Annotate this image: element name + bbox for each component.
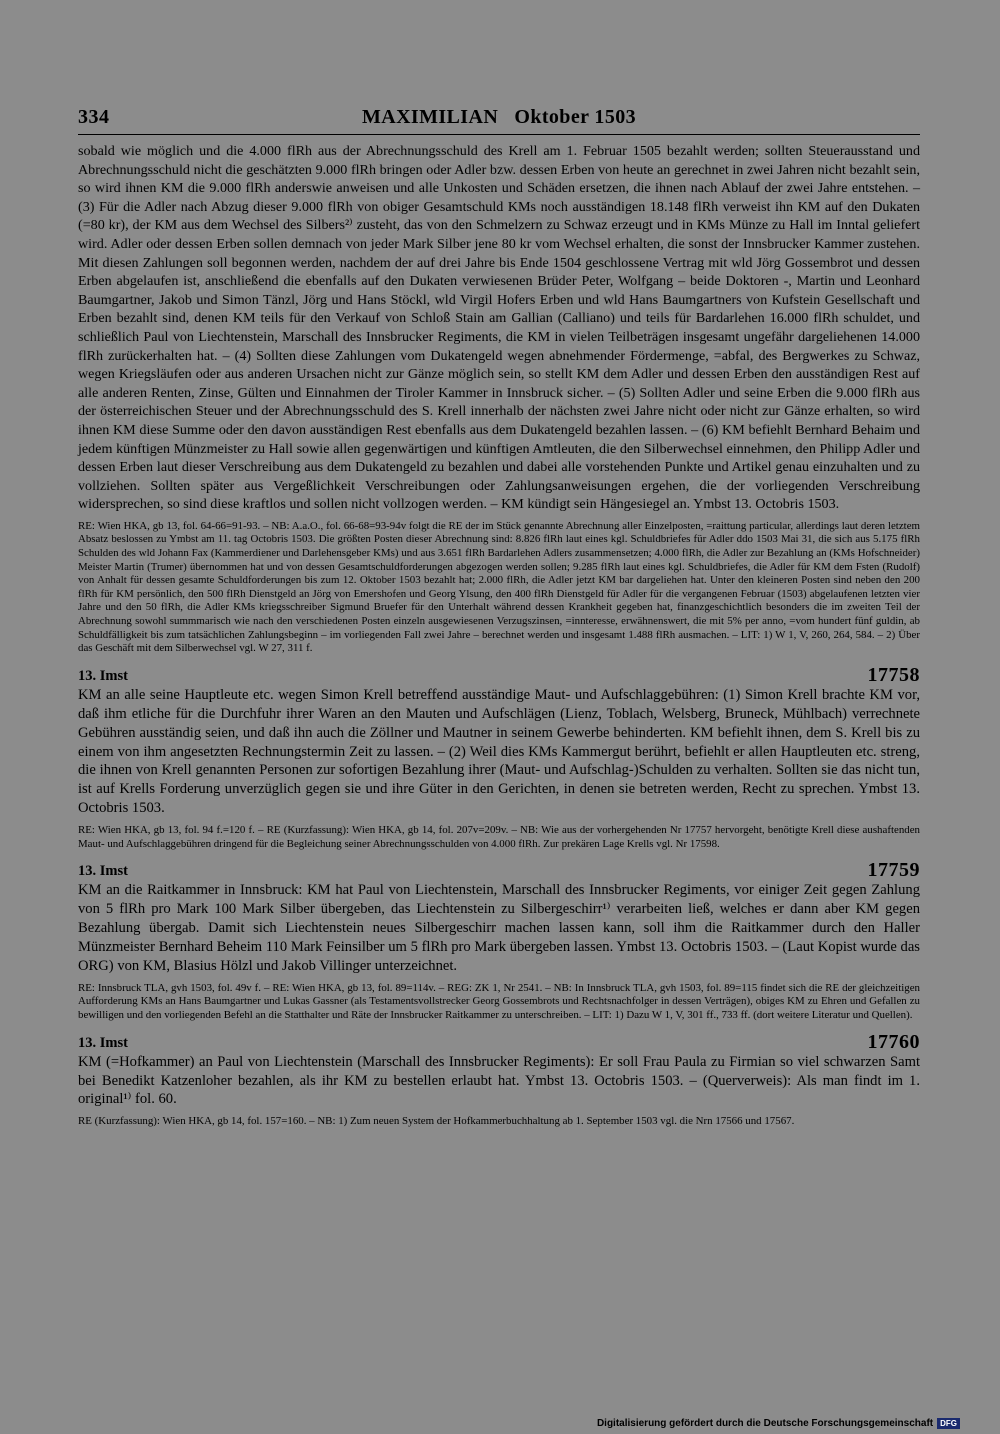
continuation-body: sobald wie möglich und die 4.000 flRh aus der Abrechnungsschuld des Krell am 1. Februar 1505 bezahlt werden; sollten Steuerausstand und Abrechnungsschuld nicht die geschätzten 9.000 flRh bringen oder Adler bzw. dessen Erben von heute an gerechnet in zwei Jahren nicht bezahlt sein, so wird ihnen KM die 9.000 flRh anderswie anweisen und alle Unkosten und Schäden ersetzen, die ihnen nach Ablauf der zwei Jahre entstehen. – (3) Für die Adler nach Abzug dieser 9.000 flRh von obiger Gesamtschuld KMs noch ausständigen 18.148 flRh verweist ihn KM auf den Dukaten (=80 kr), der KM aus dem Wechsel des Silbers²⁾ zusteht, das von den Schmelzern zu Schwaz erzeugt und in KMs Münze zu Hall im Inntal geliefert wird. Adler oder dessen Erben sollen demnach von jeder Mark Silber jene 80 kr vom Wechsel erhalten, die sonst der Innsbrucker Kammer zustehen. Mit diesen Zahlungen soll begonnen werden, nachdem der auf drei Jahre bis Ende 1504 geschlossene Vertrag mit wld Jörg Gossembrot und dessen Erben abgelaufen ist, anschließend die ebenfalls auf den Dukaten verwiesenen Brüder Peter, Wolfgang – beide Doktoren -, Martin und Leonhard Baumgartner, Jakob und Simon Tänzl, Jörg und Hans Stöckl, wld Virgil Hofers Erben und wld Hans Baumgartners von Kufstein Gesellschaft und Erben bezahlt sind, denen KM teils für den Verkauf von Schloß Stain am Gallian (Calliano) und teils für Bardarlehen 16.000 flRh schuldet, und schließlich Paul von Liechtenstein, Marschall des Innsbrucker Regiments, die KM in vielen Teilbeträgen insgesamt ungefähr dargeliehenen 14.000 flRh zurückerhalten hat. – (4) Sollten diese Zahlungen vom Dukatengeld wegen abnehmender Fördermenge, =abfal, des Bergwerkes zu Schwaz, wegen Kriegsläufen oder aus anderen Ursachen nicht zur Gänze möglich sein, so stellt KM dem Adler und dessen Erben den ausständigen Rest auf alle anderen Renten, Zinse, Gülten und Einnahmen der Tiroler Kammer in Innsbruck sicher. – (5) Sollten Adler und seine Erben die 9.000 flRh aus der österreichischen Steuer und der Abrechnungsschuld des S. Krell innerhalb der nächsten zwei Jahre nicht oder nicht zur Gänze erhalten, so wird ihnen KM diese Summe oder den davon ausständigen Rest ebenfalls aus dem Dukatengeld bezahlen lassen. – (6) KM befiehlt Bernhard Behaim und jedem künftigen Münzmeister zu Hall sowie allen gegenwärtigen und künftigen Amtleuten, die den Silberwechsel einnehmen, den Philipp Adler und dessen Erben laut dieser Verschreibung aus dem Dukatengeld zu bezahlen und dabei alle vorstehenden Punkte und Artikel genau einzuhalten und zu vollziehen. Sollten später aus Vergeßlichkeit Verschreibungen oder Zahlungsanweisungen ergehen, die der vorliegenden Verschreibung widersprechen, so sind diese kraftlos und sollen nicht vollzogen werden. – KM kündigt sein Hängesiegel an. Ymbst 13. Octobris 1503.	[78, 143, 920, 513]
entry-heading	[78, 860, 920, 880]
entry-place: 13. Imst	[78, 667, 128, 684]
entry-place: 13. Imst	[78, 863, 128, 880]
entry-heading	[78, 665, 920, 685]
entry-body: KM an alle seine Hauptleute etc. wegen Simon Krell betreffend ausständige Maut- und Aufschlaggebühren: (1) Simon Krell brachte KM vor, daß ihm etliche für die Durchfuhr ihrer Waren an den Mauten und Aufschlägen (Lienz, Toblach, Welsberg, Bruneck, Mühlbach) verrechnete Gebühren ausständig seien, und daß ihn auch die Zöllner und Mautner in seinem Gewerbe behinderten. KM befiehlt ihnen, dem S. Krell bis zu einem von ihm angesetzten Rechnungstermin Zeit zu lassen. – (2) Weil dies KMs Kammergut berührt, befiehlt er allen Hauptleuten etc. streng, die ihnen von Krell genannten Personen zur sofortigen Bezahlung ihrer (Maut- und Aufschlag-)Schulden zu verhalten. Sollten sie das nicht tun, ist auf Krells Forderung unverzüglich gegen sie und ihre Güter in den Gerichten, in denen sie betreten werden, Recht zu sprechen. Ymbst 13. Octobris 1503.	[78, 686, 920, 817]
entry-17758	[78, 665, 920, 852]
entry-body: KM (=Hofkammer) an Paul von Liechtenstein (Marschall des Innsbrucker Regiments): Er soll Frau Paula zu Firmian so viel schwarzen Samt bei Benedikt Katzenloher bezahlen, als ihr KM zu bestellen erlaubt hat. Ymbst 13. Octobris 1503. – (Querverweis): Als man findt im 1. original¹⁾ fol. 60.	[78, 1053, 920, 1108]
page-number: 334	[78, 106, 110, 128]
dfg-logo: DFG	[937, 1418, 960, 1429]
running-title: MAXIMILIAN Oktober 1503	[361, 106, 637, 128]
entry-place: 13. Imst	[78, 1034, 128, 1051]
entry-heading	[78, 1032, 920, 1052]
entry-body: KM an die Raitkammer in Innsbruck: KM hat Paul von Liechtenstein, Marschall des Innsbrucker Regiments, vor einiger Zeit gegen Zahlung von 5 flRh pro Mark 100 Mark Silber übergeben, das Liechtenstein zu Silbergeschirr¹⁾ verarbeiten ließ, welches er dann aber KM gegen Bezahlung übergab. Damit sich Liechtenstein neues Silbergeschirr machen lassen kann, soll ihm die Raitkammer durch den Haller Münzmeister Bernhard Beheim 110 Mark Feinsilber um 5 flRh pro Mark übergeben lassen. Ymbst 13. Octobris 1503. – (Laut Kopist wurde das ORG) von KM, Blasius Hölzl und Jakob Villinger unterzeichnet.	[78, 882, 920, 974]
entry-number: 17759	[867, 859, 920, 882]
entry-17759	[78, 860, 920, 1022]
entry-number: 17758	[867, 663, 920, 686]
entry-17760	[78, 1032, 920, 1129]
continuation-note: RE: Wien HKA, gb 13, fol. 64-66=91-93. – NB: A.a.O., fol. 66-68=93-94v folgt die RE der im Stück genannte Abrechnung aller Einzelposten, =raittung particular, allerdings laut deren letztem Absatz beslossen zu Ymbst am 11. tag Octobris 1503. Die größten Posten dieser Abrechnung sind: 8.826 flRh laut eines kgl. Schuldbriefes für Adler ddo 1503 Mai 31, die sich aus 5.175 flRh Schulden des wld Johann Fax (Kammerdiener und Darlehensgeber KMs) und aus 3.651 flRh Bardarlehen Adlers zusammensetzen; 4.000 flRh, die Adler zur Bezahlung an (KMs Hofschneider) Meister Martin (Trumer) übernommen hat und von dessen Gesamtschuldforderungen abgezogen werden sollen; 9.285 flRh laut eines kgl. Schuldbriefes, die Adler für KM dem Fsten (Rudolf) von Anhalt für dessen gesamte Schuldforderungen bis zum 12. Oktober 1503 bezahlt hat; 2.000 flRh, die Adler jetzt KM bar dargeliehen hat. Unter den kleineren Posten sind neben den 200 flRh für KM persönlich, den 500 flRh Dienstgeld an Jörg von Emershofen und Georg Ylsung, den 400 flRh Dienstgeld für Adler für die vergangenen Februar (1503) abgelaufenen letzten vier Jahre und den 50 flRh, die Adler KMs kriegsschreiber Sigmund Bruefer für den Unterhalt während dessen Krankheit gegeben hat, finanzgeschichtlich besonders die im zweiten Teil der Abrechnung sowohl summmarisch wie nach den verschiedenen Posten einzeln ausgewiesenen Verzugszinsen, =innteresse, erwähnenswert, die mit 5% per anno, =vom hundert fünf guldin, ab Schuldfälligkeit bis zum tatsächlichen Zahlungsbeginn – im vorliegenden Fall zwei Jahre – berechnet werden und insgesamt 1.488 flRh ausmachen. – LIT: 1) W 1, V, 260, 264, 584. – 2) Über das Geschäft mit dem Silberwechsel vgl. W 27, 311 f.	[78, 519, 920, 655]
page-content	[78, 142, 920, 1129]
header-rule	[78, 134, 920, 135]
funding-footer	[597, 1418, 960, 1429]
entry-note: RE: Innsbruck TLA, gvh 1503, fol. 49v f. – RE: Wien HKA, gb 13, fol. 89=114v. – REG: ZK 1, Nr 2541. – NB: In Innsbruck TLA, gvh 1503, fol. 89=115 findet sich die RE der gleichzeitigen Aufforderung KMs an Hans Baumgartner und Lukas Gassner (als Testamentsvollstrecker Georg Gossembrots und Rechtsnachfolger in dessen Verträgen), obiges KM zu Ehren und Gefallen zu bewilligen und den vorliegenden Befehl an die Statthalter und Räte der Innsbrucker Raitkammer zu unterschreiben. – LIT: 1) Dazu W 1, V, 301 ff., 733 ff. (dort weitere Literatur und Quellen).	[78, 981, 920, 1022]
footer-text: Digitalisierung gefördert durch die Deutsche Forschungsgemeinschaft	[596, 1418, 934, 1429]
entry-note: RE (Kurzfassung): Wien HKA, gb 14, fol. 157=160. – NB: 1) Zum neuen System der Hofkammerbuchhaltung ab 1. September 1503 vgl. die Nrn 17566 und 17567.	[78, 1115, 795, 1128]
page-header	[78, 106, 920, 136]
entry-note: RE: Wien HKA, gb 13, fol. 94 f.=120 f. – RE (Kurzfassung): Wien HKA, gb 14, fol. 207v=209v. – NB: Wie aus der vorhergehenden Nr 17757 hervorgeht, benötigte Krell diese aushaftenden Maut- und Aufschlaggebühren dringend für die Begleichung seiner Abrechnungsschulden von 4.000 flRh. Zur prekären Lage Krells vgl. Nr 17598.	[78, 824, 920, 850]
entry-number: 17760	[867, 1030, 920, 1053]
